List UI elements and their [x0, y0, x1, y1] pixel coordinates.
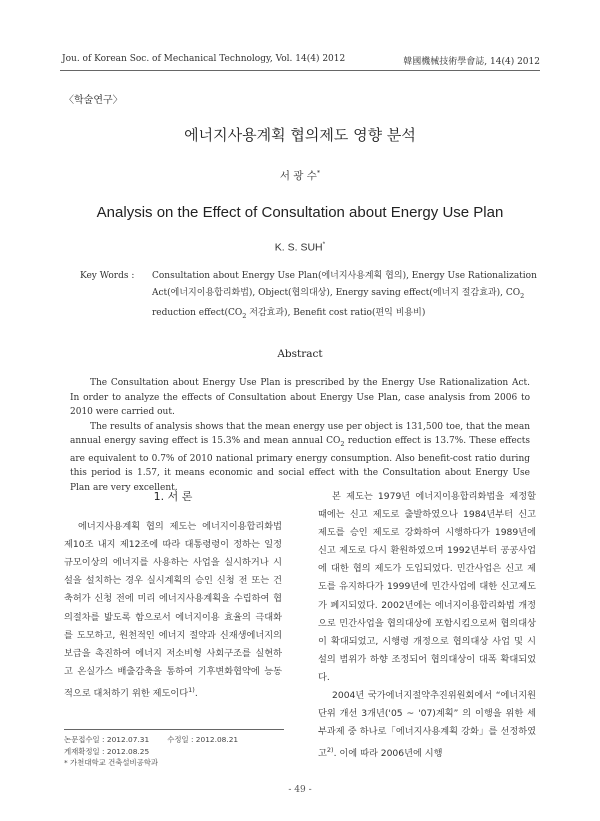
abstract-paragraph: The Consultation about Energy Use Plan is prescribed by the Energy Use Rationalization Act. In order to analyze the effects of Consultation about Energy Use Plan, case analysis from 2006 to 2010 were carried out. [70, 378, 530, 418]
abstract-part: The results of analysis shows that the mean energy use per object is 131,500 toe, that the mean annual energy saving effect is 15.3% and mean annual CO [70, 421, 530, 447]
keywords-block [80, 268, 550, 325]
footnote-dates [64, 734, 284, 746]
header-rule [60, 70, 540, 71]
reference-mark: 2) [326, 746, 334, 755]
abstract-heading: Abstract [277, 348, 323, 360]
footnote-block [64, 729, 284, 769]
title-english: Analysis on the Effect of Consultation about Energy Use Plan [96, 204, 504, 221]
author-english-mark: * [322, 241, 326, 248]
page-number: - 49 - [288, 785, 312, 795]
body-text: . 이에 따라 2006년에 시행 [333, 748, 443, 760]
journal-header-ko: 韓國機械技術學會誌, 14(4) 2012 [403, 57, 540, 67]
author-affiliation: * 가천대학교 건축설비공학과 [64, 758, 159, 767]
keywords-part: reduction effect(CO [152, 307, 243, 318]
author-english [0, 241, 600, 254]
journal-header-en: Jou. of Korean Soc. of Mechanical Technology, Vol. 14(4) 2012 [62, 54, 346, 64]
author-korean [0, 168, 600, 183]
author-korean-name: 서 광 수 [279, 170, 317, 182]
body-column-right [318, 488, 536, 763]
reference-mark: 1) [188, 685, 195, 694]
body-paragraph [64, 518, 282, 703]
body-column-left [64, 488, 282, 703]
body-text: . [194, 688, 198, 699]
title-korean: 에너지사용계획 협의제도 영향 분석 [184, 126, 416, 144]
keywords-sub: 2 [242, 311, 247, 320]
article-type-badge: 〈학술연구〉 [64, 95, 123, 106]
author-korean-mark: * [316, 168, 321, 177]
abstract-part: reduction effect is 13.7%. These effects are equivalent to 0.7% of 2010 national primary energy consumption. Also benefit-cost ratio during this period is 1.57, it means economic and social effect with the Consultation about Energy Use Plan are very excellent. [70, 436, 530, 493]
body-paragraph [318, 687, 536, 763]
keywords-text [152, 268, 550, 325]
abstract-sub: 2 [340, 440, 345, 449]
body-text: 2004년 국가에너지절약추진위원회에서 “에너지원단위 개선 3개년('05 ~ '07)계획” 의 이행을 위한 세부과제 중 하나로「에너지사용계획 강화」를 선정하였고 [318, 690, 536, 760]
received-date: 논문접수일 : 2012.07.31 [64, 735, 150, 744]
keywords-part: 저감효과), Benefit cost ratio(편익 비용비) [246, 307, 426, 318]
keywords-part: Consultation about Energy Use Plan(에너지사용계획 협의), Energy Use Rationalization Act(에너지이용합리화법), Object(협의대상), Energy saving effect(에너지 절감효과), CO [152, 271, 537, 298]
keywords-label: Key Words : [80, 271, 135, 281]
abstract-body [70, 376, 530, 496]
body-paragraph: 본 제도는 1979년 에너지이용합리화법을 제정할 때에는 신고 제도로 출발하였으나 1984년부터 신고 제도를 승인 제도로 강화하여 시행하다가 1989년에 신고 제도로 다시 환원하였으며 1992년부터 공공사업에 대한 협의 제도가 도입되었다. 민간사업은 신고 제도를 유지하다가 1999년에 민간사업에 대한 신고제도가 폐지되었다. 2002년에는 에너지이용합리화법 개정으로 민간사업을 협의대상에 포함시킴으로써 협의대상이 확대되었고, 시행령 개정으로 협의대상 사업 및 시설의 범위가 하향 조정되어 협의대상이 대폭 확대되었다. [318, 491, 536, 683]
revised-date: 수정일 : 2012.08.21 [167, 735, 239, 744]
abstract-paragraph [70, 420, 530, 496]
keywords-sub: 2 [520, 291, 525, 300]
accepted-date: 게재확정일 : 2012.08.25 [64, 746, 150, 756]
body-text: 에너지사용계획 협의 제도는 에너지이용합리화법 제10조 내지 제12조에 따라 대통령령이 정하는 일정 규모이상의 에너지를 사용하는 사업을 실시하거나 시설을 설치하는 경우 실시계획의 승인 신청 전 또는 건축허가 신청 전에 미리 에너지사용계획을 수립하여 협의절차를 밟도록 함으로서 에너지이용 효율의 극대화를 도모하고, 원천적인 에너지 절약과 신재생에너지의 보급을 촉진하여 에너지 저소비형 사회구조를 실현하고 온실가스 배출감축을 통하여 기후변화협약에 능동적으로 대처하기 위한 제도이다 [64, 521, 282, 699]
section-heading: 1. 서 론 [153, 490, 193, 503]
author-english-name: K. S. SUH [274, 241, 323, 254]
